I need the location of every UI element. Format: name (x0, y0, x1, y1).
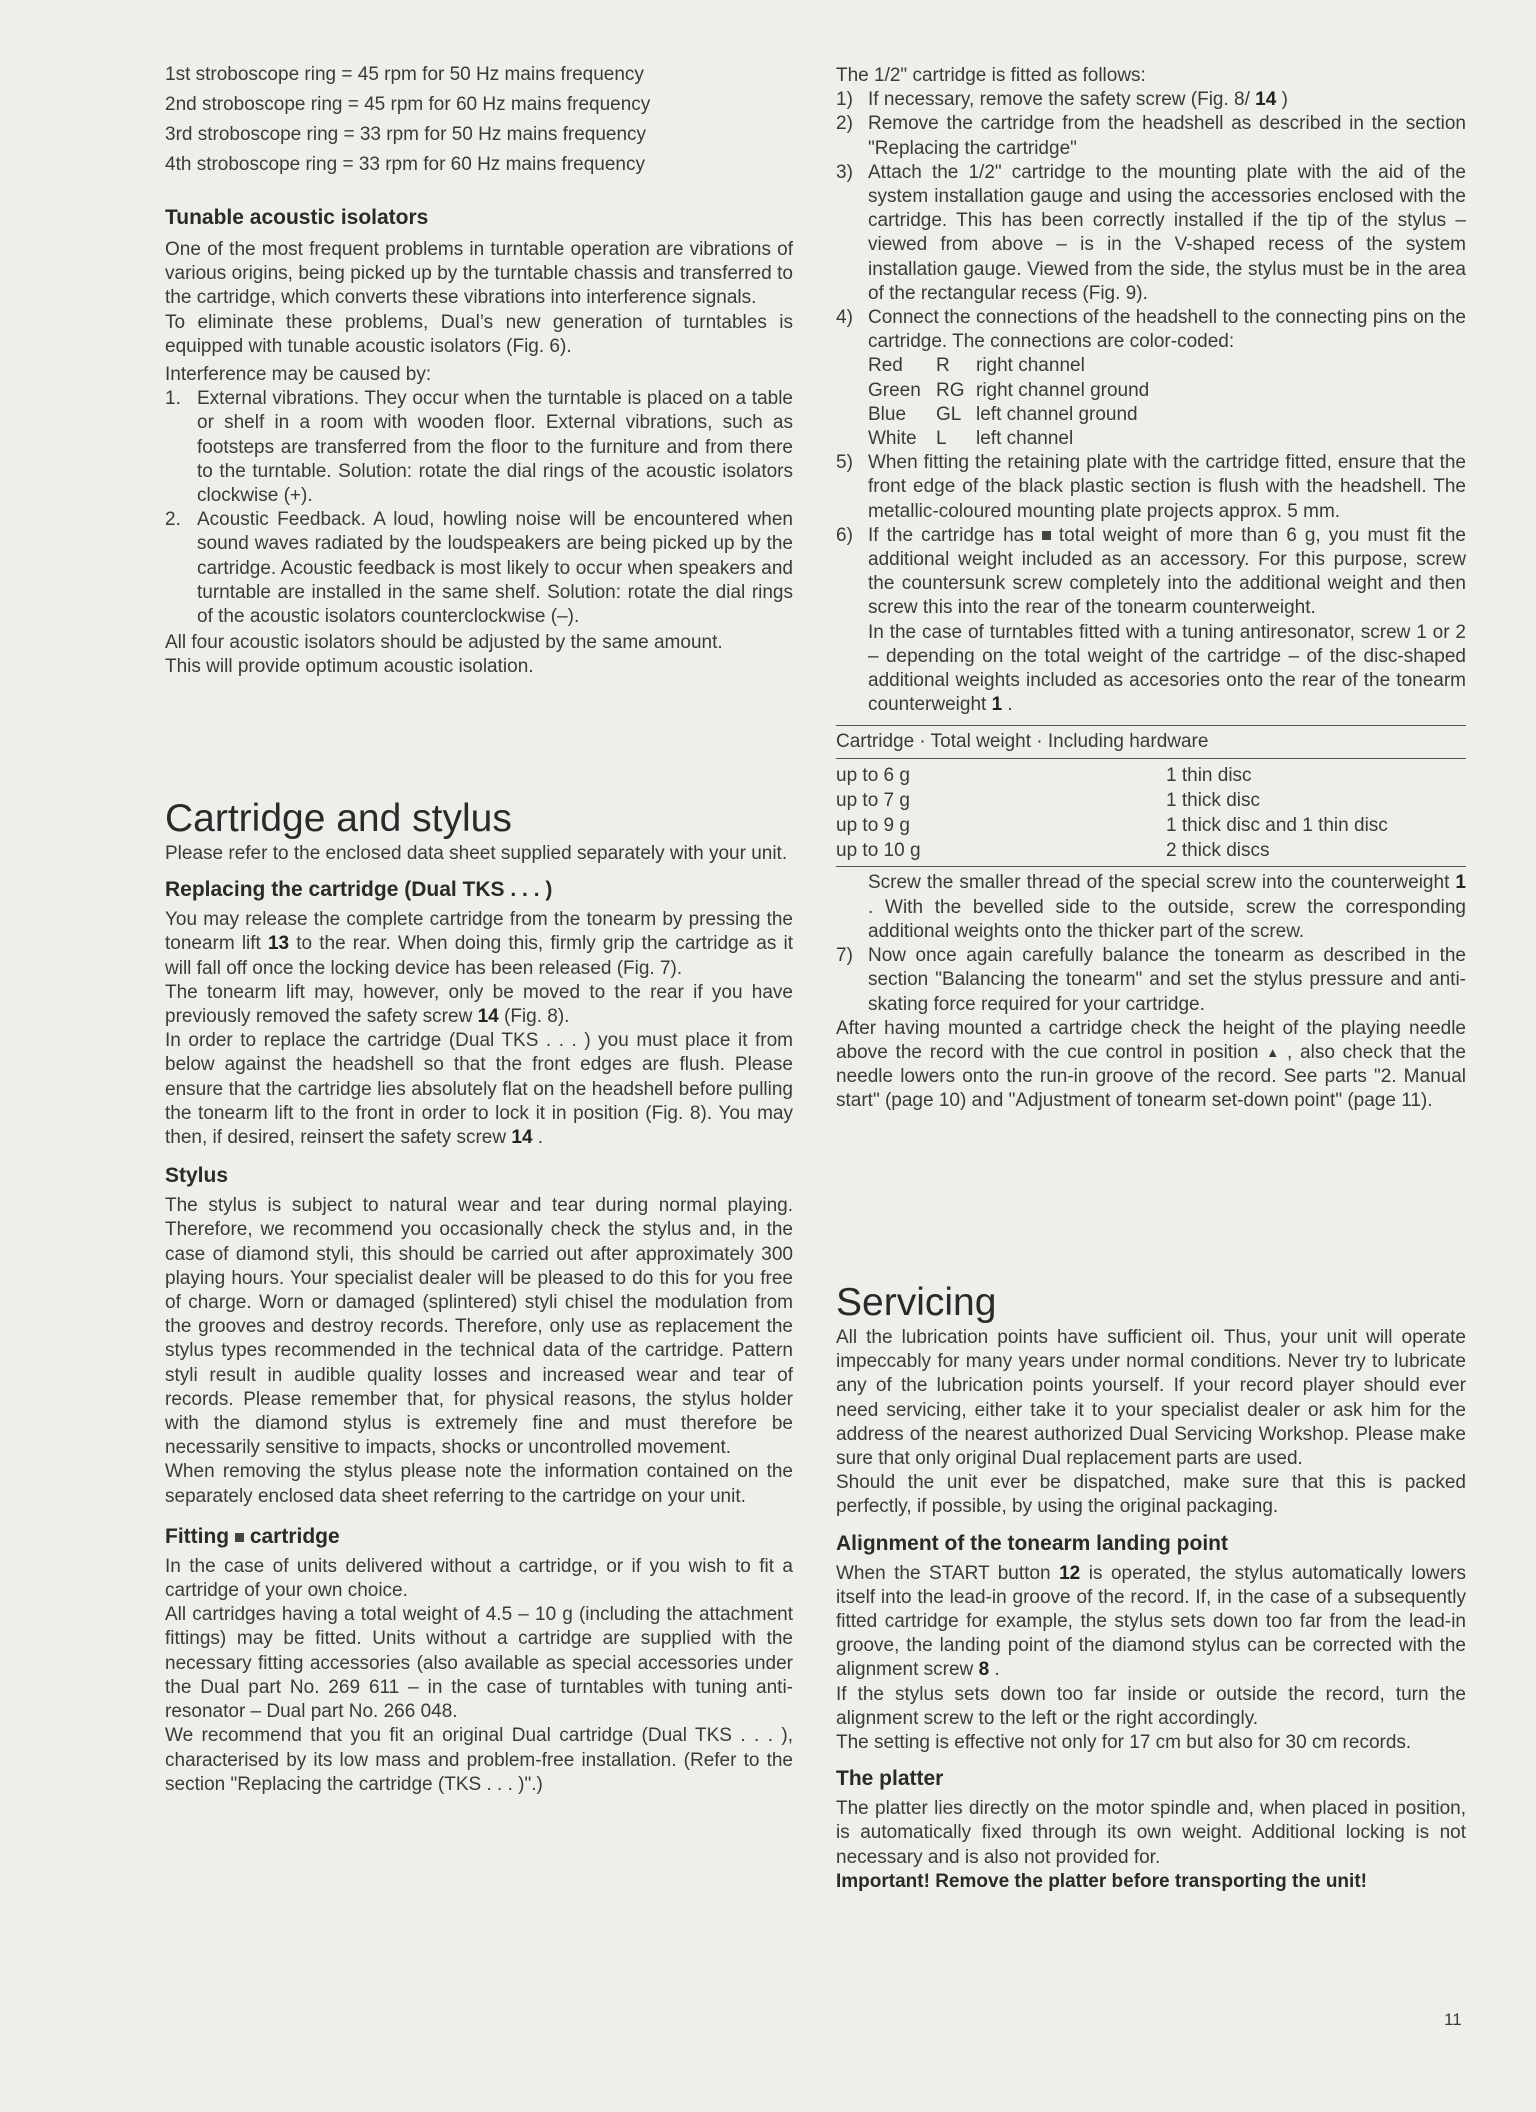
disc-cell: 2 thick discs (1166, 838, 1466, 867)
isolators-paragraph-5: This will provide optimum acoustic isolation. (165, 656, 534, 678)
step-text: Remove the cartridge from the headshell as described in the section "Replacing the cartridge" (868, 113, 1466, 159)
code-desc: right channel (976, 355, 1085, 377)
important-warning: Important! Remove the platter before transporting the unit! (836, 1870, 1367, 1892)
isolators-item-1 (165, 387, 793, 508)
weight-cell: up to 6 g (836, 765, 910, 787)
step-number: 7) (836, 945, 853, 967)
step-text-antiresonator: In the case of turntables fitted with a tuning antiresonator, screw 1 or 2 – depending on the total weight of the cartridge – of the disc-shaped additional weights included as accesories onto the rear of the tonearm counterweight 1 . (868, 621, 1466, 716)
fitting-paragraph-3: We recommend that you fit an original Dual cartridge (Dual TKS . . . ), characterised by its low mass and problem-free installation. (Refer to the section "Replacing the cartridge (TKS . . . )".) (165, 1725, 793, 1795)
stylus-heading: Stylus (165, 1164, 229, 1188)
isolators-paragraph-3: Interference may be caused by: (165, 364, 432, 386)
weight-cell: up to 10 g (836, 838, 1166, 867)
code-desc: left channel (976, 428, 1074, 450)
ref-14: 14 (477, 1006, 499, 1028)
weight-table-header: Cartridge · Total weight · Including hardware (836, 726, 1466, 759)
replacing-heading: Replacing the cartridge (Dual TKS . . . ) (165, 878, 553, 902)
step-1 (836, 88, 1466, 112)
step-4 (836, 306, 1466, 451)
ref-1: 1 (1455, 872, 1466, 894)
stroboscope-list (165, 60, 793, 180)
after-mount-text: After having mounted a cartridge check the height of the playing needle above the record with the cue control in position ▲ , also check that the needle lowers onto the run-in groove of the record. See parts "2. Manual start" (page 10) and "Adjustment of tonearm set-down point" (page 11). (836, 1017, 1466, 1112)
fitting-paragraph-1: In the case of units delivered without a cartridge, or if you wish to fit a cartridge of your own choice. (165, 1555, 793, 1602)
cue-up-icon: ▲ (1266, 1044, 1280, 1060)
half-inch-intro: The 1/2" cartridge is fitted as follows: (836, 65, 1146, 86)
ref-14: 14 (1255, 89, 1277, 111)
fitting-paragraph-2: All cartridges having a total weight of 4.5 – 10 g (including the attachment fittings) may be fitted. Units without a cartridge are supplied with the necessary fitting accessories (also available as special accessories under the Dual part No. 269 611 – in the case of turntables with tuning anti-resonator – Dual part No. 266 048. (165, 1604, 793, 1723)
step-5 (836, 451, 1466, 524)
after-table-text: Screw the smaller thread of the special screw into the counterweight 1 . With the bevelled side to the outside, screw the corresponding additional weights onto the thicker part of the screw. (868, 872, 1466, 942)
step-6 (836, 524, 1466, 718)
stylus-paragraph-1: The stylus is subject to natural wear and tear during normal playing. Therefore, we recommend you occasionally check the stylus and, in the case of diamond styli, this should be carried out after approximately 300 playing hours. Your specialist dealer will be pleased to do this for you free of charge. Worn or damaged (splintered) styli chisel the modulation from the grooves and destroy records. Therefore, only use as replacement the stylus types recommended in the technical data of the cartridge. Pattern styli result in audible quality losses and increased wear and tear of records. Please remember that, for physical reasons, the stylus holder with the diamond stylus is extremely fine and must therefore be necessarily sensitive to impacts, shocks or uncontrolled movement. (165, 1195, 793, 1459)
strobe-line-3: 3rd stroboscope ring = 33 rpm for 50 Hz mains frequency (165, 124, 647, 145)
cartridge-section (165, 796, 793, 1797)
alignment-paragraph-1: When the START button 12 is operated, the stylus automatically lowers itself into the lead-in groove of the record. If, in the case of a subsequently fitted cartridge for example, the stylus sets down too far from the lead-in groove, the landing point of the diamond stylus can be corrected with the alignment screw 8 . (836, 1562, 1467, 1681)
step-text: Attach the 1/2" cartridge to the mounting plate with the aid of the system installation gauge and using the accessories enclosed with the cartridge. This has been correctly installed if the tip of the stylus – viewed from above – is in the V-shaped recess of the system installation gauge. Viewed from the side, the stylus must be in the area of the rectangular recess (Fig. 9). (868, 161, 1466, 304)
step-number: 4) (836, 307, 853, 329)
servicing-title: Servicing (836, 1281, 997, 1324)
square-bullet-icon (235, 1533, 244, 1542)
weight-cell: up to 7 g (836, 790, 910, 812)
disc-cell: 1 thin disc (1166, 765, 1252, 787)
servicing-paragraph-1: All the lubrication points have sufficient oil. Thus, your unit will operate impeccably for many years under normal conditions. Never try to lubricate any of the lubrication points yourself. If your record player should ever need servicing, either take it to your specialist dealer or ask him for the address of the nearest authorized Dual Servicing Workshop. Please make sure that only original Dual replacement parts are used. (836, 1327, 1466, 1470)
step-text: When fitting the retaining plate with the cartridge fitted, ensure that the front edge of the black plastic section is flush with the headshell. The metallic-coloured mounting plate projects approx. 5 mm. (868, 452, 1466, 522)
servicing-paragraph-2: Should the unit ever be dispatched, make sure that this is packed perfectly, if possible, by using the original packaging. (836, 1472, 1466, 1518)
isolators-paragraph-1: One of the most frequent problems in turntable operation are vibrations of various origins, being picked up by the turntable chassis and transferred to the cartridge, which converts these vibrations into interference signals. (165, 239, 793, 309)
isolators-heading: Tunable acoustic isolators (165, 206, 429, 229)
disc-cell: 1 thick disc (1166, 790, 1260, 812)
code-color: Green (868, 379, 921, 401)
isolators-item-2 (165, 508, 793, 629)
code-color: White (868, 428, 917, 450)
item-text: External vibrations. They occur when the turntable is placed on a table or shelf in a room with wooden floor. External vibrations, such as footsteps are transferred from the floor to the furniture and from there to the turntable. Solution: rotate the dial rings of the acoustic isolators clockwise (+). (197, 388, 793, 507)
color-code-list (868, 354, 1466, 451)
square-bullet-icon (1042, 531, 1051, 540)
ref-1: 1 (991, 694, 1003, 716)
strobe-line-2: 2nd stroboscope ring = 45 rpm for 60 Hz mains frequency (165, 94, 651, 115)
item-text: Acoustic Feedback. A loud, howling noise will be encountered when sound waves radiated by the loudspeakers are being picked up by the cartridge. Acoustic feedback is most likely to occur when speakers and turntable are installed in the same shelf. Solution: rotate the dial rings of the acoustic isolators counterclockwise (–). (197, 509, 793, 628)
step-number: 1) (836, 89, 853, 111)
item-number: 1. (165, 388, 181, 410)
code-letter: L (936, 428, 947, 450)
alignment-heading: Alignment of the tonearm landing point (836, 1531, 1228, 1555)
code-color: Blue (868, 403, 907, 425)
code-letter: RG (936, 379, 965, 401)
weight-cell: up to 9 g (836, 815, 910, 837)
strobe-line-1: 1st stroboscope ring = 45 rpm for 50 Hz mains frequency (165, 64, 644, 85)
code-desc: right channel ground (976, 379, 1150, 401)
step-3 (836, 161, 1466, 306)
weight-table (836, 725, 1466, 867)
replacing-paragraph-3: In order to replace the cartridge (Dual TKS . . . ) you must place it from below against the headshell so that the front edges are flush. Please ensure that the cartridge lies absolutely flat on the headshell before pulling the tonearm lift to the front in order to lock it in position (Fig. 8). You may then, if desired, reinsert the safety screw 14 . (165, 1030, 793, 1149)
ref-12: 12 (1059, 1562, 1081, 1584)
ref-8: 8 (978, 1659, 990, 1681)
strobe-line-4: 4th stroboscope ring = 33 rpm for 60 Hz mains frequency (165, 154, 645, 175)
code-letter: GL (936, 403, 962, 425)
isolators-paragraph-4: All four acoustic isolators should be adjusted by the same amount. (165, 632, 723, 654)
replacing-paragraph-2: The tonearm lift may, however, only be moved to the rear if you have previously removed the safety screw 14 (Fig. 8). (165, 981, 793, 1028)
isolators-paragraph-2: To eliminate these problems, Dual’s new generation of turntables is equipped with tunable acoustic isolators (Fig. 6). (165, 311, 793, 357)
alignment-paragraph-3: The setting is effective not only for 17 cm but also for 30 cm records. (836, 1732, 1412, 1754)
half-inch-section (836, 64, 1466, 1114)
step-text: If necessary, remove the safety screw (Fig. 8/ 14 ) (868, 89, 1288, 111)
ref-14: 14 (511, 1127, 533, 1149)
step-number: 6) (836, 524, 853, 546)
step-number: 3) (836, 161, 853, 183)
step-2 (836, 112, 1466, 160)
platter-heading: The platter (836, 1767, 944, 1791)
stylus-paragraph-2: When removing the stylus please note the information contained on the separately enclosed data sheet referring to the cartridge on your unit. (165, 1461, 793, 1507)
replacing-paragraph-1: You may release the complete cartridge from the tonearm by pressing the tonearm lift 13 to the rear. When doing this, firmly grip the cartridge as it will fall off once the locking device has been released (Fig. 7). (165, 909, 793, 979)
item-number: 2. (165, 509, 181, 531)
cartridge-title: Cartridge and stylus (165, 797, 512, 840)
step-text: Connect the connections of the headshell to the connecting pins on the cartridge. The connections are color-coded: (868, 307, 1466, 353)
code-letter: R (936, 355, 950, 377)
servicing-section (836, 1280, 1466, 1894)
code-desc: left channel ground (976, 403, 1138, 425)
fitting-heading: Fitting cartridge (165, 1524, 340, 1548)
code-color: Red (868, 355, 903, 377)
step-text: Now once again carefully balance the tonearm as described in the section "Balancing the tonearm" and set the stylus pressure and anti-skating force required for your cartridge. (868, 945, 1466, 1015)
disc-cell: 1 thick disc and 1 thin disc (1166, 815, 1388, 837)
step-number: 5) (836, 452, 853, 474)
ref-13: 13 (267, 933, 290, 955)
step-7 (836, 944, 1466, 1017)
step-text: If the cartridge has total weight of more than 6 g, you must fit the additional weight included as an accessory. For this purpose, screw the countersunk screw completely into the additional weight and then screw this into the rear of the tonearm counterweight. (868, 524, 1466, 619)
cartridge-intro: Please refer to the enclosed data sheet supplied separately with your unit. (165, 843, 788, 864)
alignment-paragraph-2: If the stylus sets down too far inside or outside the record, turn the alignment screw to the left or the right accordingly. (836, 1683, 1466, 1729)
step-number: 2) (836, 113, 853, 135)
platter-paragraph: The platter lies directly on the motor spindle and, when placed in position, is automatically fixed through its own weight. Additional locking is not necessary and is also not provided for. (836, 1798, 1466, 1868)
page-number: 11 (1444, 2010, 1462, 2029)
isolators-section (165, 204, 793, 680)
